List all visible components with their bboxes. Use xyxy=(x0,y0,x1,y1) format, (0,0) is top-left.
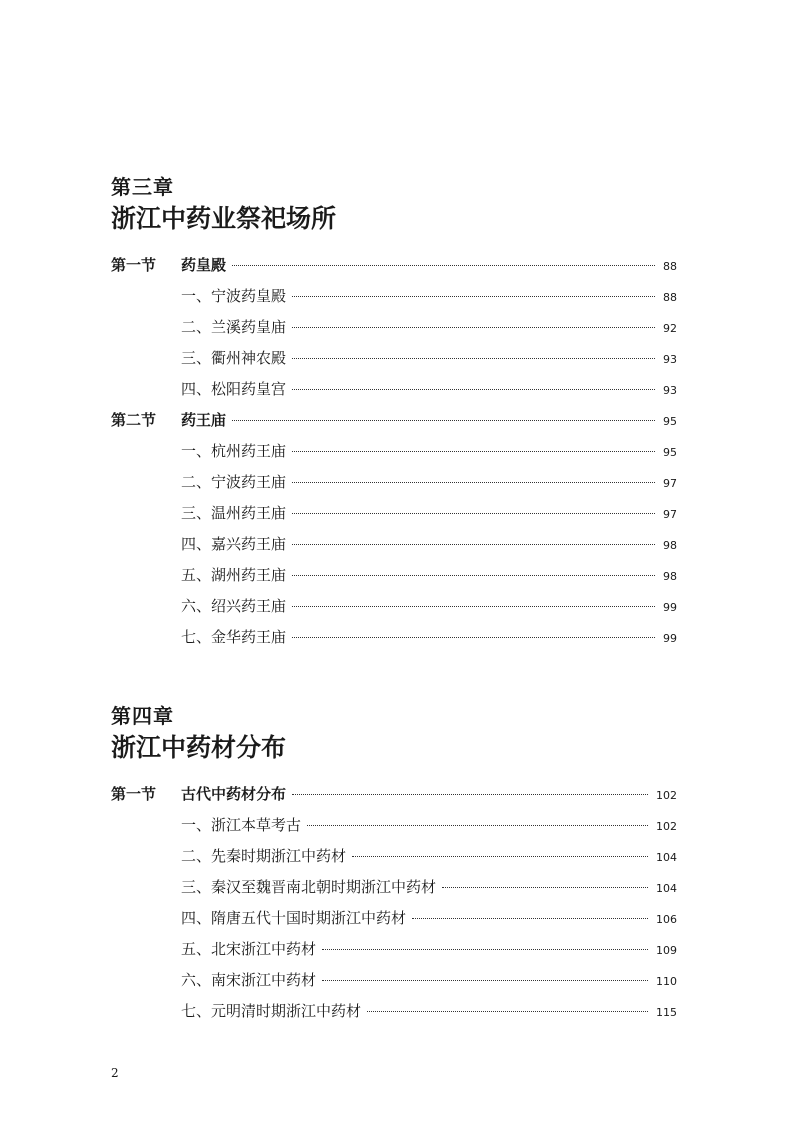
entry-label: 药皇殿 xyxy=(181,256,227,274)
dot-leader xyxy=(292,358,655,359)
toc-item-entry[interactable] xyxy=(111,814,677,845)
toc-item-entry[interactable] xyxy=(111,969,677,1000)
dot-leader xyxy=(322,949,648,950)
dot-leader xyxy=(367,1011,648,1012)
entry-page-number: 97 xyxy=(663,477,677,490)
dot-leader xyxy=(292,482,655,483)
dot-leader xyxy=(232,420,655,421)
entry-page-number: 104 xyxy=(656,882,677,895)
entry-label: 药王庙 xyxy=(181,411,227,429)
entry-page-number: 93 xyxy=(663,384,677,397)
section-number: 第二节 xyxy=(111,411,157,429)
entry-label: 一、浙江本草考古 xyxy=(181,816,302,834)
dot-leader xyxy=(292,296,655,297)
toc-item-entry[interactable] xyxy=(111,533,677,564)
toc-item-entry[interactable] xyxy=(111,285,677,316)
entry-label: 二、宁波药王庙 xyxy=(181,473,287,491)
entry-label: 七、金华药王庙 xyxy=(181,628,287,646)
entry-page-number: 102 xyxy=(656,820,677,833)
toc-item-entry[interactable] xyxy=(111,876,677,907)
toc-item-entry[interactable] xyxy=(111,502,677,533)
toc-item-entry[interactable] xyxy=(111,1000,677,1031)
dot-leader xyxy=(292,327,655,328)
entry-label: 一、宁波药皇殿 xyxy=(181,287,287,305)
entry-label: 一、杭州药王庙 xyxy=(181,442,287,460)
toc-item-entry[interactable] xyxy=(111,595,677,626)
toc-item-entry[interactable] xyxy=(111,378,677,409)
toc-item-entry[interactable] xyxy=(111,347,677,378)
dot-leader xyxy=(322,980,648,981)
entry-page-number: 98 xyxy=(663,570,677,583)
entry-page-number: 92 xyxy=(663,322,677,335)
toc-item-entry[interactable] xyxy=(111,626,677,657)
entry-label: 三、温州药王庙 xyxy=(181,504,287,522)
chapter-number: 第四章 xyxy=(111,704,174,728)
entry-page-number: 102 xyxy=(656,789,677,802)
toc-section-entry[interactable] xyxy=(111,409,677,440)
toc-item-entry[interactable] xyxy=(111,440,677,471)
chapter-title: 浙江中药材分布 xyxy=(111,733,287,762)
entry-page-number: 115 xyxy=(656,1006,677,1019)
entry-page-number: 104 xyxy=(656,851,677,864)
entry-page-number: 109 xyxy=(656,944,677,957)
dot-leader xyxy=(292,575,655,576)
entry-page-number: 110 xyxy=(656,975,677,988)
entry-label: 古代中药材分布 xyxy=(181,785,287,803)
dot-leader xyxy=(292,637,655,638)
section-number: 第一节 xyxy=(111,785,157,803)
page-number: 2 xyxy=(111,1066,119,1080)
entry-page-number: 88 xyxy=(663,260,677,273)
chapter-title: 浙江中药业祭祀场所 xyxy=(111,204,337,233)
entry-page-number: 98 xyxy=(663,539,677,552)
dot-leader xyxy=(292,606,655,607)
entry-label: 四、隋唐五代十国时期浙江中药材 xyxy=(181,909,407,927)
chapter-number: 第三章 xyxy=(111,175,174,199)
entry-label: 四、嘉兴药王庙 xyxy=(181,535,287,553)
entry-label: 五、湖州药王庙 xyxy=(181,566,287,584)
entry-label: 五、北宋浙江中药材 xyxy=(181,940,317,958)
toc-item-entry[interactable] xyxy=(111,845,677,876)
dot-leader xyxy=(292,794,648,795)
toc-item-entry[interactable] xyxy=(111,471,677,502)
dot-leader xyxy=(352,856,648,857)
chapter-3-toc xyxy=(111,254,677,657)
entry-label: 二、先秦时期浙江中药材 xyxy=(181,847,347,865)
entry-page-number: 99 xyxy=(663,601,677,614)
dot-leader xyxy=(412,918,648,919)
entry-label: 六、绍兴药王庙 xyxy=(181,597,287,615)
entry-page-number: 106 xyxy=(656,913,677,926)
toc-section-entry[interactable] xyxy=(111,254,677,285)
entry-page-number: 95 xyxy=(663,415,677,428)
entry-label: 四、松阳药皇宫 xyxy=(181,380,287,398)
entry-label: 六、南宋浙江中药材 xyxy=(181,971,317,989)
chapter-3-heading xyxy=(111,175,681,235)
toc-section-entry[interactable] xyxy=(111,783,677,814)
toc-item-entry[interactable] xyxy=(111,938,677,969)
dot-leader xyxy=(292,451,655,452)
dot-leader xyxy=(292,513,655,514)
toc-item-entry[interactable] xyxy=(111,316,677,347)
toc-item-entry[interactable] xyxy=(111,564,677,595)
entry-label: 二、兰溪药皇庙 xyxy=(181,318,287,336)
dot-leader xyxy=(232,265,655,266)
dot-leader xyxy=(292,389,655,390)
dot-leader xyxy=(292,544,655,545)
entry-page-number: 88 xyxy=(663,291,677,304)
entry-label: 七、元明清时期浙江中药材 xyxy=(181,1002,362,1020)
chapter-4-heading xyxy=(111,704,681,764)
entry-page-number: 99 xyxy=(663,632,677,645)
entry-label: 三、衢州神农殿 xyxy=(181,349,287,367)
dot-leader xyxy=(307,825,648,826)
entry-page-number: 95 xyxy=(663,446,677,459)
chapter-4-toc xyxy=(111,783,677,1031)
toc-item-entry[interactable] xyxy=(111,907,677,938)
dot-leader xyxy=(442,887,648,888)
entry-page-number: 97 xyxy=(663,508,677,521)
entry-label: 三、秦汉至魏晋南北朝时期浙江中药材 xyxy=(181,878,437,896)
section-number: 第一节 xyxy=(111,256,157,274)
entry-page-number: 93 xyxy=(663,353,677,366)
